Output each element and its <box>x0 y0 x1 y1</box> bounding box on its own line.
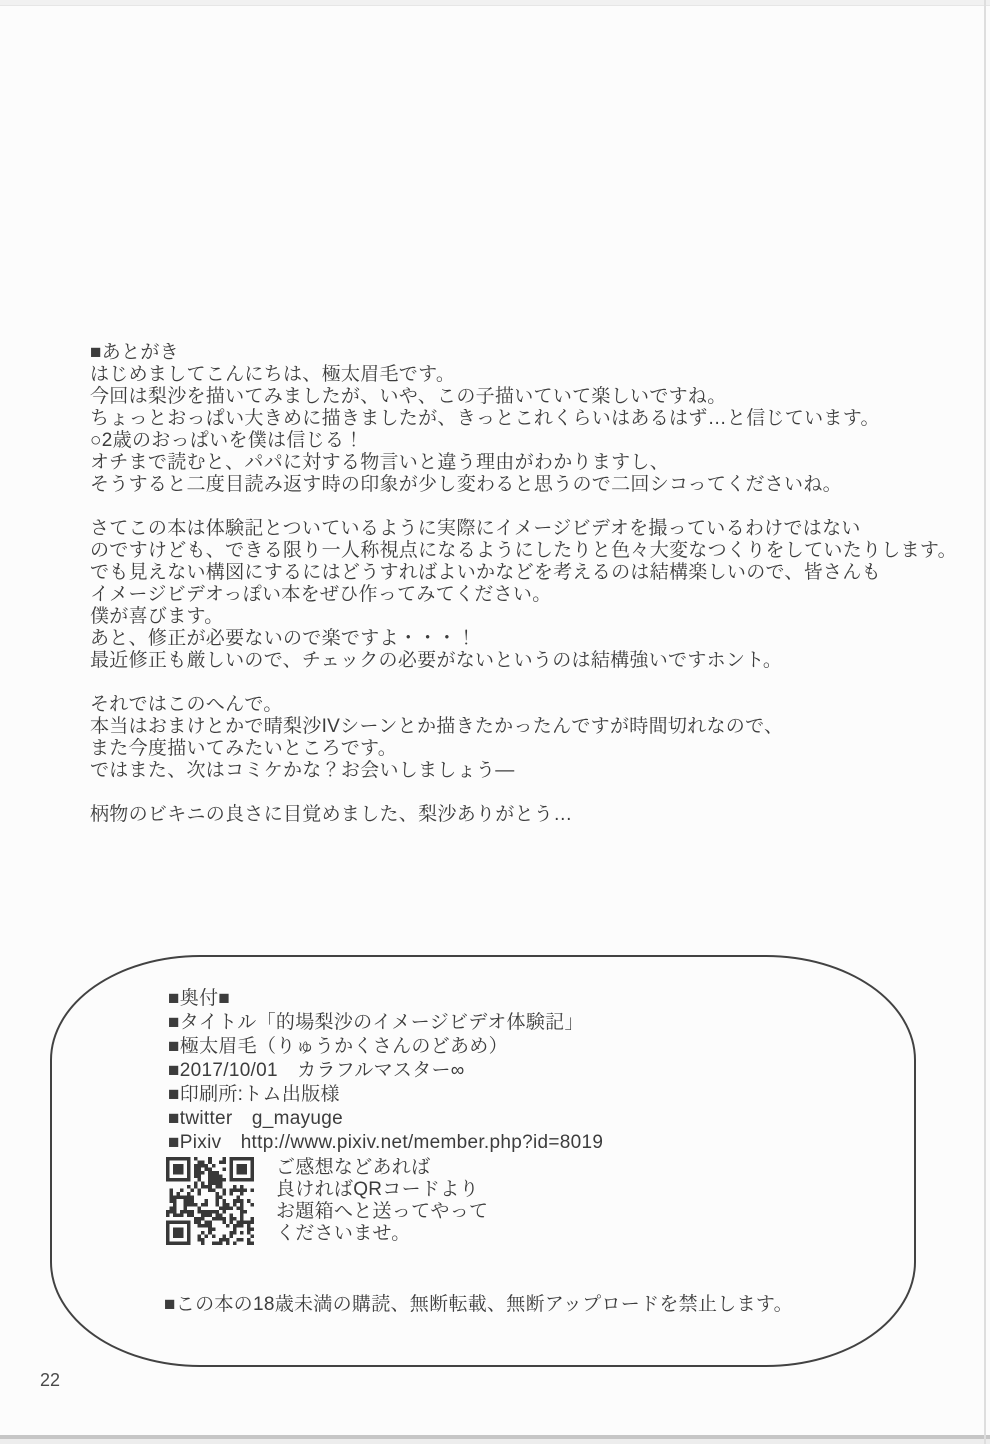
afterword-blank-line <box>90 496 920 518</box>
qr-note-line: 良ければQRコードより <box>276 1179 479 1200</box>
afterword-line: それではこのへんで。 <box>90 694 283 715</box>
afterword-line: ではまた、次はコミケかな？お会いしましょう― <box>90 760 515 781</box>
afterword-line: 最近修正も厳しいので、チェックの必要がないというのは結構強いですホント。 <box>90 650 783 671</box>
afterword-line: のですけども、できる限り一人称視点になるようにしたりと色々大変なつくりをしていたりします。 <box>90 540 957 561</box>
qr-note-text <box>276 1157 488 1245</box>
afterword-line: ○2歳のおっぱいを僕は信じる！ <box>90 430 364 451</box>
afterword-line: はじめましてこんにちは、極太眉毛です。 <box>90 364 456 385</box>
qr-note-line: くださいませ。 <box>276 1223 411 1244</box>
afterword-line: 柄物のビキニの良さに目覚めました、梨沙ありがとう… <box>90 804 573 825</box>
scan-artifact-right-edge <box>984 0 986 1444</box>
qr-code-image <box>166 1157 254 1245</box>
afterword-line: また今度描いてみたいところです。 <box>90 738 398 759</box>
colophon-text-block <box>168 987 603 1155</box>
colophon-date-event-line: ■2017/10/01 カラフルマスター∞ <box>168 1060 465 1081</box>
qr-note-line: ご感想などあれば <box>276 1157 431 1178</box>
colophon-title-line: ■タイトル「的場梨沙のイメージビデオ体験記」 <box>168 1012 584 1033</box>
afterword-line: さてこの本は体験記とついているように実際にイメージビデオを撮っているわけではない <box>90 518 861 539</box>
afterword-line: 本当はおまけとかで晴梨沙IVシーンとか描きたかったんですが時間切れなので、 <box>90 716 784 737</box>
scan-artifact-top <box>0 0 990 6</box>
afterword-line: 僕が喜びます。 <box>90 606 224 627</box>
afterword-line: でも見えない構図にするにはどうすればよいかなどを考えるのは結構楽しいので、皆さんも <box>90 562 881 583</box>
afterword-line: ちょっとおっぱい大きめに描きましたが、きっとこれくらいはあるはず…と信じています。 <box>90 408 880 429</box>
afterword-blank-line <box>90 782 920 804</box>
colophon-pixiv-line: ■Pixiv http://www.pixiv.net/member.php?id=8019 <box>168 1132 604 1153</box>
age-restriction-disclaimer: ■この本の18歳未満の購読、無断転載、無断アップロードを禁止します。 <box>164 1294 793 1315</box>
colophon-box <box>50 955 916 1367</box>
afterword-line: 今回は梨沙を描いてみましたが、いや、この子描いていて楽しいですね。 <box>90 386 727 407</box>
afterword-line: イメージビデオっぽい本をぜひ作ってみてください。 <box>90 584 552 605</box>
colophon-printer-line: ■印刷所:トム出版様 <box>168 1084 340 1105</box>
afterword-line: あと、修正が必要ないので楽ですよ・・・！ <box>90 628 477 649</box>
afterword-heading: ■あとがき <box>90 342 179 363</box>
colophon-author-line: ■極太眉毛（りゅうかくさんのどあめ） <box>168 1036 508 1057</box>
afterword-text-block <box>90 342 957 826</box>
scan-artifact-bottom-edge <box>0 1439 990 1444</box>
qr-block <box>166 1155 666 1250</box>
afterword-line: オチまで読むと、パパに対する物言いと違う理由がわかりますし、 <box>90 452 670 473</box>
afterword-line: そうすると二度目読み返す時の印象が少し変わると思うので二回シコってくださいね。 <box>90 474 842 495</box>
afterword-blank-line <box>90 672 920 694</box>
page-number: 22 <box>40 1370 61 1390</box>
colophon-heading: ■奥付■ <box>168 988 231 1009</box>
qr-note-line: お題箱へと送ってやって <box>276 1201 489 1222</box>
colophon-twitter-line: ■twitter g_mayuge <box>168 1108 343 1129</box>
